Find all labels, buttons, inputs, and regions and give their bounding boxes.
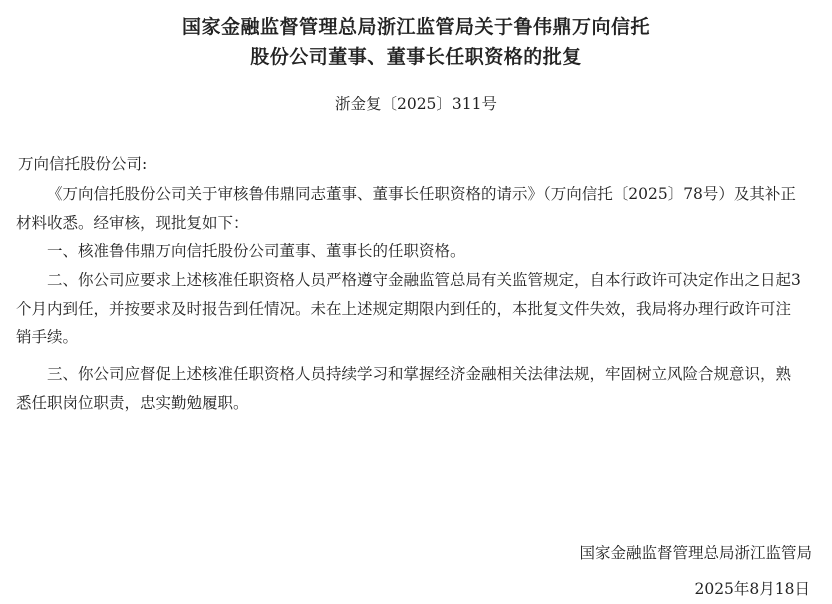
document-number: 浙金复〔2025〕311号 <box>334 95 498 113</box>
paragraph-intro: 《万向信托股份公司关于审核鲁伟鼎同志董事、董事长任职资格的请示》（万向信托〔2025〕78号）及其补正材料收悉。经审核，现批复如下： <box>16 185 796 232</box>
paragraph-item-1: 一、核准鲁伟鼎万向信托股份公司董事、董事长的任职资格。 <box>47 242 466 260</box>
salutation: 万向信托股份公司: <box>18 155 148 173</box>
document-title-line-2: 股份公司董事、董事长任职资格的批复 <box>250 46 582 68</box>
issue-date: 2025年8月18日 <box>694 580 810 598</box>
document-title-line-1: 国家金融监督管理总局浙江监管局关于鲁伟鼎万向信托 <box>181 16 650 38</box>
paragraph-item-2: 二、你公司应要求上述核准任职资格人员严格遵守金融监管总局有关监管规定，自本行政许可决定作出之日起3个月内到任，并按要求及时报告到任情况。未在上述规定期限内到任的，本批复文件失效，我局将办理行政许可注销手续。 <box>16 271 801 346</box>
issuing-authority-signature: 国家金融监督管理总局浙江监管局 <box>579 544 812 562</box>
paragraph-item-3: 三、你公司应督促上述核准任职资格人员持续学习和掌握经济金融相关法律法规，牢固树立风险合规意识，熟悉任职岗位职责，忠实勤勉履职。 <box>16 365 792 412</box>
